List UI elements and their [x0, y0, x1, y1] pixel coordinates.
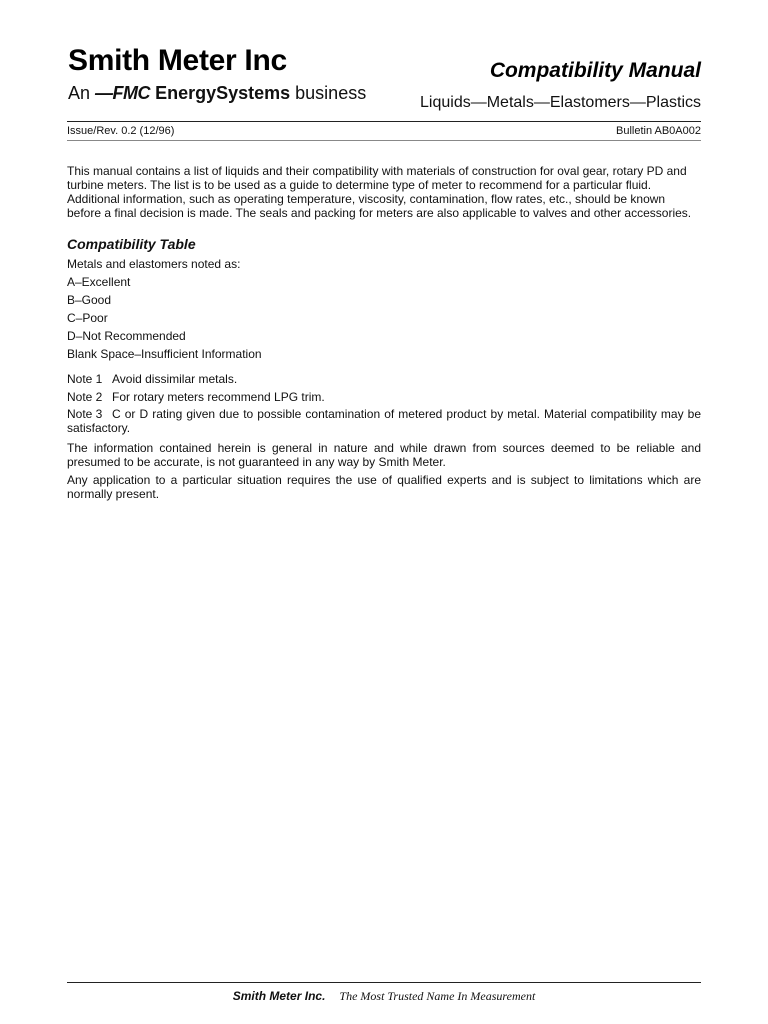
footer-tagline: The Most Trusted Name In Measurement	[339, 989, 536, 1003]
header-divider	[67, 121, 701, 122]
fmc-logo: —FMC	[95, 83, 151, 103]
tagline-suffix: business	[295, 83, 367, 103]
rating-excellent: A–Excellent	[67, 275, 131, 289]
footer-divider	[67, 982, 701, 983]
rating-good: B–Good	[67, 293, 112, 307]
note-text: For rotary meters recommend LPG trim.	[112, 390, 325, 404]
note-text: Avoid dissimilar metals.	[112, 372, 238, 386]
bulletin-number: Bulletin AB0A002	[615, 125, 701, 137]
issue-revision: Issue/Rev. 0.2 (12/96)	[67, 125, 175, 137]
note-text: C or D rating given due to possible contamination of metered product by metal. Material compatibility may be satisfactory.	[67, 407, 701, 435]
note-2	[67, 390, 325, 404]
tagline-prefix: An	[68, 83, 91, 103]
disclaimer-paragraph: The information contained herein is general in nature and while drawn from sources deemed to be reliable and presumed to be accurate, is not guaranteed in any way by Smith Meter.	[67, 441, 701, 469]
application-paragraph: Any application to a particular situation requires the use of qualified experts and is subject to limitations which are normally present.	[67, 473, 701, 501]
meta-divider	[67, 140, 701, 141]
note-1	[67, 372, 237, 386]
energysystems-text: EnergySystems	[155, 83, 291, 103]
rating-legend-lead: Metals and elastomers noted as:	[67, 257, 241, 271]
document-subtitle: Liquids—Metals—Elastomers—Plastics	[420, 94, 701, 111]
note-label: Note 2	[67, 390, 103, 404]
page-footer	[0, 988, 768, 1004]
rating-insufficient-info: Blank Space–Insufficient Information	[67, 347, 262, 361]
rating-poor: C–Poor	[67, 311, 108, 325]
footer-brand: Smith Meter Inc.	[232, 989, 326, 1003]
document-title: Compatibility Manual	[489, 59, 701, 82]
company-tagline	[68, 82, 366, 104]
rating-not-recommended: D–Not Recommended	[67, 329, 186, 343]
section-heading: Compatibility Table	[67, 236, 196, 252]
intro-paragraph: This manual contains a list of liquids and their compatibility with materials of construction for oval gear, rotary PD and turbine meters. The list is to be used as a guide to determine type of meter to recommend for a particular fluid. Additional information, such as operating temperature, viscosity, contamination, flow rates, etc., should be known before a final decision is made. The seals and packing for meters are also applicable to valves and other accessories.	[67, 164, 692, 220]
note-label: Note 3	[67, 407, 103, 421]
company-logo: Smith Meter Inc	[68, 44, 287, 77]
note-label: Note 1	[67, 372, 103, 386]
note-3	[67, 407, 701, 435]
fmc-logo-text: FMC	[112, 83, 151, 103]
